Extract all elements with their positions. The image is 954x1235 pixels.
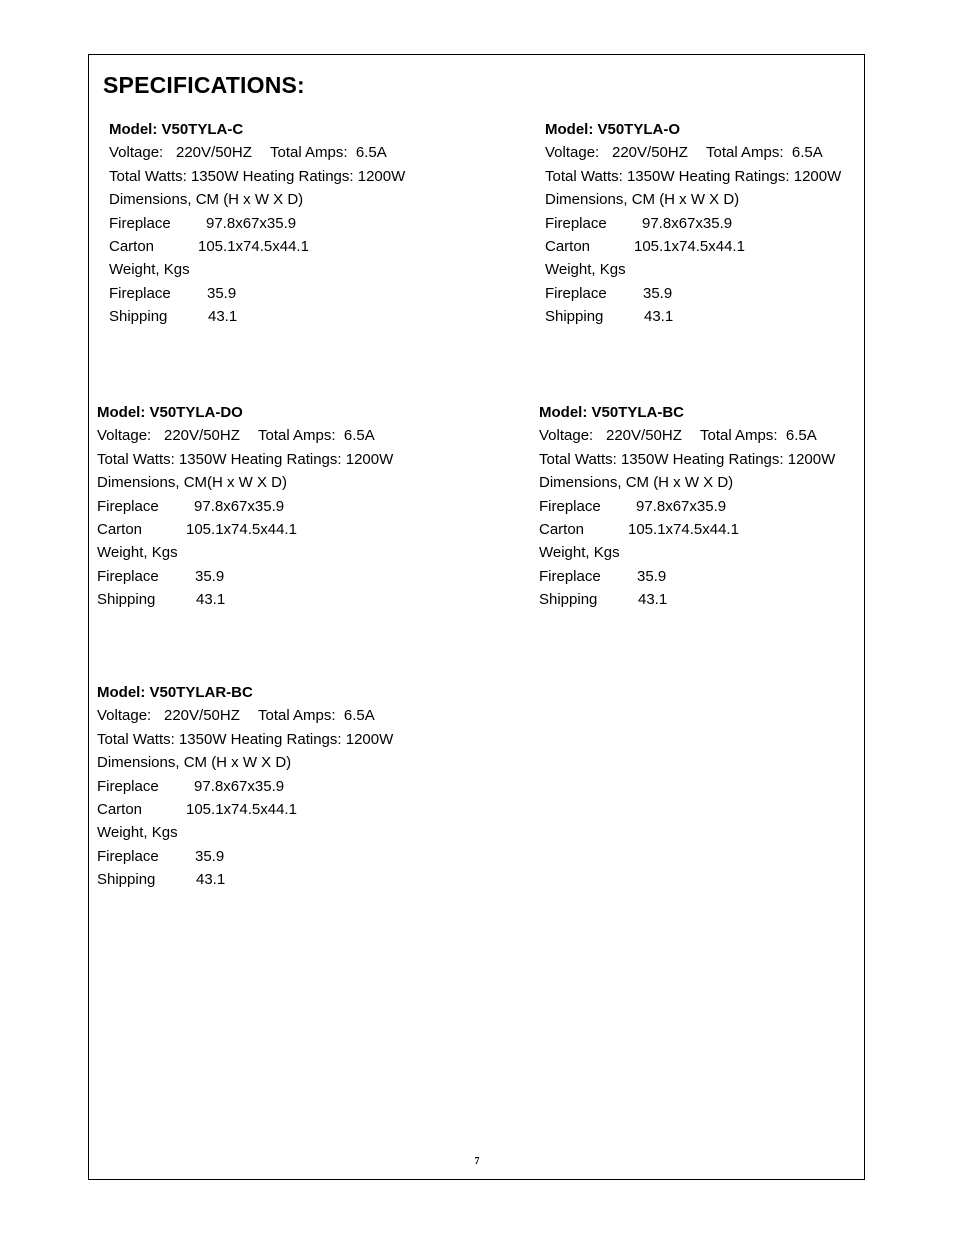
fireplace-dim-label: Fireplace [539, 497, 601, 515]
carton-dim-value: 105.1x74.5x44.1 [634, 237, 745, 255]
page-title: SPECIFICATIONS: [103, 72, 305, 98]
fireplace-dim-row [97, 775, 393, 798]
carton-dim-row [109, 235, 405, 258]
carton-dim-label: Carton [109, 237, 155, 255]
carton-dim-value: 105.1x74.5x44.1 [186, 520, 297, 538]
carton-dim-value: 105.1x74.5x44.1 [186, 800, 297, 818]
amps-value: 6.5A [343, 427, 375, 445]
page-number: 7 [474, 1156, 480, 1167]
carton-dim-row [97, 518, 393, 541]
shipping-weight-row [545, 305, 841, 328]
voltage-value: 220V/50HZ [164, 427, 240, 445]
fireplace-weight-value: 35.9 [195, 847, 225, 865]
fireplace-dim-label: Fireplace [109, 214, 171, 232]
weight-heading: Weight, Kgs [97, 544, 178, 562]
fireplace-dim-label: Fireplace [545, 214, 607, 232]
carton-dim-label: Carton [97, 800, 143, 818]
voltage-value: 220V/50HZ [176, 144, 252, 162]
amps-value: 6.5A [791, 144, 823, 162]
weight-heading: Weight, Kgs [97, 824, 178, 842]
fireplace-dim-row [545, 212, 841, 235]
amps-value: 6.5A [355, 144, 387, 162]
carton-dim-value: 105.1x74.5x44.1 [198, 237, 309, 255]
carton-dim-value: 105.1x74.5x44.1 [628, 520, 739, 538]
dimensions-heading: Dimensions, CM (H x W X D) [545, 191, 740, 209]
fireplace-dim-value: 97.8x67x35.9 [194, 497, 285, 515]
spec-block-v50tyla-do [97, 401, 393, 612]
model-name: Model: V50TYLA-C [109, 121, 244, 138]
fireplace-dim-row [97, 495, 393, 518]
shipping-weight-label: Shipping [539, 591, 598, 609]
voltage-label: Voltage: [97, 707, 152, 725]
shipping-weight-label: Shipping [109, 308, 168, 326]
carton-dim-label: Carton [539, 520, 585, 538]
carton-dim-row [539, 518, 835, 541]
amps-label: Total Amps: [706, 144, 784, 162]
fireplace-weight-value: 35.9 [637, 567, 667, 585]
voltage-value: 220V/50HZ [164, 707, 240, 725]
watts-row: Total Watts: 1350W Heating Ratings: 1200W [97, 450, 394, 468]
amps-value: 6.5A [343, 707, 375, 725]
fireplace-dim-value: 97.8x67x35.9 [642, 214, 733, 232]
dimensions-heading: Dimensions, CM (H x W X D) [109, 191, 304, 209]
weight-heading: Weight, Kgs [109, 261, 190, 279]
dimensions-heading: Dimensions, CM(H x W X D) [97, 474, 288, 492]
amps-label: Total Amps: [270, 144, 348, 162]
fireplace-weight-label: Fireplace [109, 284, 171, 302]
fireplace-weight-row [109, 282, 405, 305]
fireplace-weight-value: 35.9 [207, 284, 237, 302]
shipping-weight-row [97, 868, 393, 891]
watts-row: Total Watts: 1350W Heating Ratings: 1200W [109, 167, 406, 185]
fireplace-weight-row [97, 565, 393, 588]
voltage-value: 220V/50HZ [612, 144, 688, 162]
spec-block-v50tyla-bc [539, 401, 835, 612]
voltage-row [109, 141, 405, 164]
fireplace-dim-value: 97.8x67x35.9 [206, 214, 297, 232]
shipping-weight-value: 43.1 [208, 308, 238, 326]
fireplace-weight-label: Fireplace [545, 284, 607, 302]
fireplace-dim-row [109, 212, 405, 235]
amps-label: Total Amps: [258, 427, 336, 445]
fireplace-weight-value: 35.9 [195, 567, 225, 585]
voltage-row [539, 424, 835, 447]
weight-heading: Weight, Kgs [545, 261, 626, 279]
fireplace-weight-label: Fireplace [539, 567, 601, 585]
fireplace-weight-row [97, 845, 393, 868]
fireplace-dim-row [539, 495, 835, 518]
amps-label: Total Amps: [700, 427, 778, 445]
shipping-weight-label: Shipping [97, 871, 156, 889]
carton-dim-label: Carton [97, 520, 143, 538]
shipping-weight-value: 43.1 [196, 591, 226, 609]
voltage-row [97, 424, 393, 447]
dimensions-heading: Dimensions, CM (H x W X D) [539, 474, 734, 492]
model-name: Model: V50TYLAR-BC [97, 684, 253, 701]
voltage-label: Voltage: [97, 427, 152, 445]
amps-label: Total Amps: [258, 707, 336, 725]
voltage-row [97, 704, 393, 727]
voltage-label: Voltage: [545, 144, 600, 162]
spec-block-v50tylar-bc [97, 681, 393, 892]
watts-row: Total Watts: 1350W Heating Ratings: 1200W [539, 450, 836, 468]
shipping-weight-value: 43.1 [196, 871, 226, 889]
fireplace-weight-label: Fireplace [97, 847, 159, 865]
model-name: Model: V50TYLA-O [545, 121, 681, 138]
shipping-weight-row [97, 588, 393, 611]
carton-dim-row [97, 798, 393, 821]
fireplace-dim-value: 97.8x67x35.9 [636, 497, 727, 515]
shipping-weight-value: 43.1 [644, 308, 674, 326]
carton-dim-row [545, 235, 841, 258]
shipping-weight-label: Shipping [97, 591, 156, 609]
weight-heading: Weight, Kgs [539, 544, 620, 562]
watts-row: Total Watts: 1350W Heating Ratings: 1200W [545, 167, 842, 185]
fireplace-weight-row [545, 282, 841, 305]
watts-row: Total Watts: 1350W Heating Ratings: 1200W [97, 730, 394, 748]
shipping-weight-label: Shipping [545, 308, 604, 326]
voltage-row [545, 141, 841, 164]
fireplace-dim-label: Fireplace [97, 777, 159, 795]
model-name: Model: V50TYLA-DO [97, 404, 243, 421]
shipping-weight-row [539, 588, 835, 611]
fireplace-dim-label: Fireplace [97, 497, 159, 515]
shipping-weight-value: 43.1 [638, 591, 668, 609]
amps-value: 6.5A [785, 427, 817, 445]
spec-block-v50tyla-c [109, 118, 405, 329]
voltage-value: 220V/50HZ [606, 427, 682, 445]
carton-dim-label: Carton [545, 237, 591, 255]
spec-block-v50tyla-o [545, 118, 841, 329]
model-name: Model: V50TYLA-BC [539, 404, 685, 421]
shipping-weight-row [109, 305, 405, 328]
fireplace-dim-value: 97.8x67x35.9 [194, 777, 285, 795]
dimensions-heading: Dimensions, CM (H x W X D) [97, 754, 292, 772]
voltage-label: Voltage: [539, 427, 594, 445]
fireplace-weight-row [539, 565, 835, 588]
voltage-label: Voltage: [109, 144, 164, 162]
fireplace-weight-value: 35.9 [643, 284, 673, 302]
fireplace-weight-label: Fireplace [97, 567, 159, 585]
